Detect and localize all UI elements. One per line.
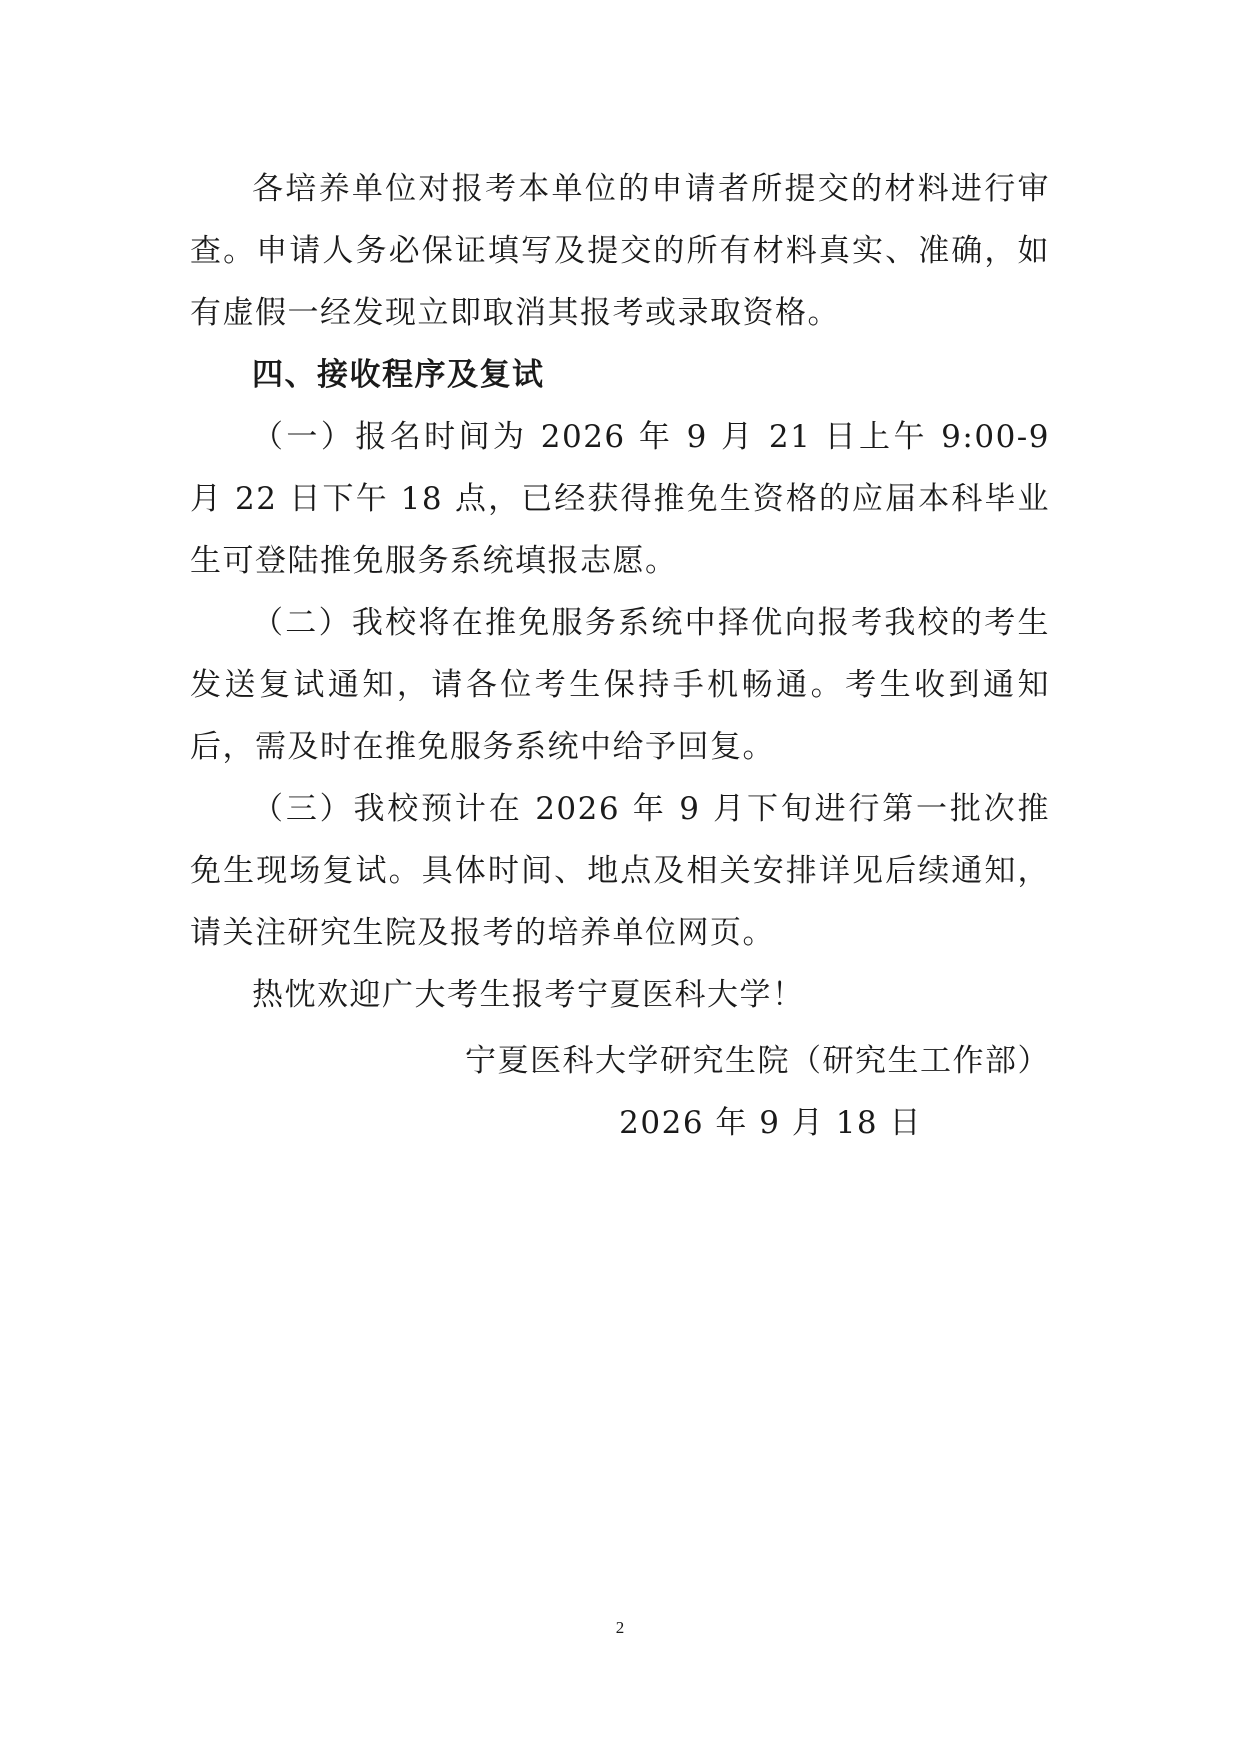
paragraph-interview-notice: （二）我校将在推免服务系统中择优向报考我校的考生发送复试通知，请各位考生保持手机畅通。考生收到通知后，需及时在推免服务系统中给予回复。 xyxy=(190,605,1050,765)
page-number: 2 xyxy=(615,1618,625,1637)
paragraph-interview-schedule: （三）我校预计在 2026 年 9 月下旬进行第一批次推免生现场复试。具体时间、地点及相关安排详见后续通知，请关注研究生院及报考的培养单位网页。 xyxy=(190,791,1050,951)
document-body xyxy=(190,158,1050,1026)
signature-date: 2026 年 9 月 18 日 xyxy=(619,1105,922,1141)
signature-block xyxy=(190,1030,1050,1154)
paragraph-welcome: 热忱欢迎广大考生报考宁夏医科大学！ xyxy=(252,977,805,1013)
section-heading-procedure: 四、接收程序及复试 xyxy=(252,357,545,393)
paragraph-material-review: 各培养单位对报考本单位的申请者所提交的材料进行审查。申请人务必保证填写及提交的所有材料真实、准确，如有虚假一经发现立即取消其报考或录取资格。 xyxy=(190,171,1050,331)
signature-organization: 宁夏医科大学研究生院（研究生工作部） xyxy=(465,1043,1050,1079)
paragraph-registration-time: （一）报名时间为 2026 年 9 月 21 日上午 9:00-9 月 22 日下午 18 点，已经获得推免生资格的应届本科毕业生可登陆推免服务系统填报志愿。 xyxy=(190,419,1050,579)
